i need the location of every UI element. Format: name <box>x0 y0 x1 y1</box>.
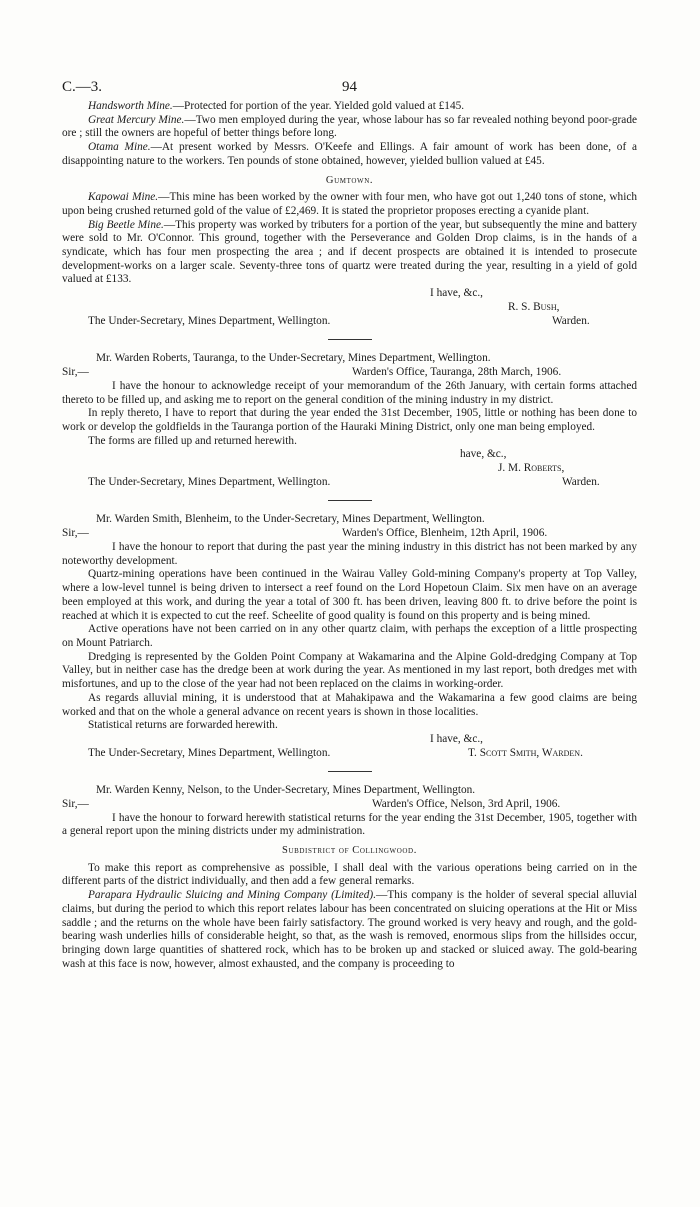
letter-paragraph: Statistical returns are forwarded herewith. <box>88 719 278 732</box>
mine-name: Handsworth Mine. <box>88 100 173 112</box>
report-reference: C.—3. <box>62 79 103 95</box>
mine-name: Big Beetle Mine. <box>88 218 164 231</box>
office-dateline: Warden's Office, Nelson, 3rd April, 1906. <box>372 797 561 810</box>
mine-name: Otama Mine. <box>88 141 151 154</box>
salutation: Sir,— <box>62 527 89 540</box>
paragraph-big-beetle: Big Beetle Mine.—This property was worked by tributers for a portion of the year, but subsequently the mine and battery were sold to Mr. O'Connor. This ground, together with the Perseverance and Golden Drop claims, is in the hands of a syndicate, which has four men prospecting the area ; and if decent prospects are obtained it is intended to prosecute development-works on a larger scale. Seventy-three tons of quartz were treated during the year, resulting in a yield of gold valued at £133. <box>62 218 638 286</box>
letter-address: Mr. Warden Smith, Blenheim, to the Under-Secretary, Mines Department, Wellington. <box>96 513 485 526</box>
signatory-title: Warden. <box>552 315 590 328</box>
divider <box>328 771 372 772</box>
addressee: The Under-Secretary, Mines Department, Wellington. <box>88 315 331 328</box>
office-dateline: Warden's Office, Blenheim, 12th April, 1906. <box>342 527 548 540</box>
paragraph-parapara: Parapara Hydraulic Sluicing and Mining Company (Limited).—This company is the holder of several special alluvial claims, but during the period to which this report relates labour has been concentrated on sluicing operations at the Hit or Miss saddle ; and the returns on the whole have been fairly satisfactory. The ground worked is very heavy and rough, and the gold-bearing wash underlies hills of considerable height, so that, as the wash is removed, enormous slips from the hillsides occur, bringing down large quantities of shattered rock, which has to be broken up and stacked or sluiced away. The gold-bearing wash at this face is now, however, almost exhausted, and the company is proceeding to <box>62 889 637 970</box>
mine-name: Kapowai Mine. <box>88 191 159 204</box>
office-dateline: Warden's Office, Tauranga, 28th March, 1906. <box>352 365 562 378</box>
salutation: Sir,— <box>62 797 89 810</box>
letter-paragraph: Quartz-mining operations have been continued in the Wairau Valley Gold-mining Company's property at Top Valley, where a low-level tunnel is being driven to intersect a reef found on the Lord Hopetoun Claim. Six men have on an average been employed at this work, and during the year a total of 300 ft. has been driven, leaving 800 ft. to drive before the point is reached at which it is expected to cut the reef. Scheelite of good quality is found on this property and is being mined. <box>62 568 637 622</box>
divider <box>328 339 372 340</box>
divider <box>328 500 372 501</box>
letter-address: Mr. Warden Roberts, Tauranga, to the Under-Secretary, Mines Department, Wellington. <box>96 352 491 365</box>
paragraph-otama: Otama Mine.—At present worked by Messrs. O'Keefe and Ellings. A fair amount of work has been done, of a disappointing nature to the workers. Ten pounds of stone obtained, however, yielded bullion valued at £45. <box>62 141 637 167</box>
addressee: The Under-Secretary, Mines Department, Wellington. <box>88 476 331 489</box>
signature-block <box>62 448 637 490</box>
signature-block <box>62 733 637 761</box>
page-number: 94 <box>342 79 357 95</box>
letter-paragraph: I have the honour to report that during the past year the mining industry in this district has not been marked by any noteworthy development. <box>62 541 637 567</box>
signatory-title: Warden. <box>562 476 600 489</box>
letter-paragraph: Active operations have not been carried on in any other quartz claim, with perhaps the exception of a little prospecting on Mount Patriarch. <box>62 623 637 649</box>
signatory-name: R. S. Bush, <box>508 301 560 314</box>
salutation: Sir,— <box>62 365 89 378</box>
company-name: Parapara Hydraulic Sluicing and Mining Company (Limited). <box>88 889 377 902</box>
letter-paragraph: As regards alluvial mining, it is understood that at Mahakipawa and the Wakamarina a few good claims are being worked and that on the whole a general advance on recent years is shown in those localities. <box>62 691 637 718</box>
letter-address: Mr. Warden Kenny, Nelson, to the Under-Secretary, Mines Department, Wellington. <box>96 783 476 796</box>
document-page <box>62 78 637 971</box>
signatory-name: J. M. Roberts, <box>498 462 565 475</box>
addressee: The Under-Secretary, Mines Department, Wellington. <box>88 746 331 759</box>
closing-phrase: I have, &c., <box>430 287 484 300</box>
section-heading-collingwood: Subdistrict of Collingwood. <box>282 845 417 857</box>
letter-paragraph: In reply thereto, I have to report that during the year ended the 31st December, 1905, little or nothing has been done to work or develop the goldfields in the Tauranga portion of the Hauraki Mining District, only one man being employed. <box>62 407 637 433</box>
letter-paragraph: The forms are filled up and returned herewith. <box>88 434 297 447</box>
section-heading-gumtown: Gumtown. <box>325 174 374 186</box>
closing-phrase: I have, &c., <box>430 732 484 745</box>
letter-paragraph: Dredging is represented by the Golden Point Company at Wakamarina and the Alpine Gold-dredging Company at Top Valley, but in neither case has the dredge been at work during the year. As mentioned in my last report, both dredges met with misfortunes, and up to the close of the year had not been replaced on the claims in working-order. <box>62 650 637 691</box>
mine-name: Great Mercury Mine. <box>88 113 185 126</box>
signatory-name: T. Scott Smith, Warden. <box>468 746 583 759</box>
paragraph-great-mercury: Great Mercury Mine.—Two men employed during the year, whose labour has so far revealed nothing beyond poor-grade ore ; still the owners are hopeful of better things before long. <box>62 113 637 140</box>
signature-block <box>62 287 637 329</box>
page-header <box>62 78 637 100</box>
letter-paragraph: I have the honour to acknowledge receipt of your memorandum of the 26th January, with certain forms attached thereto to be filled up, and asking me to report on the general condition of the mining industry in my district. <box>62 379 637 406</box>
paragraph-kapowai: Kapowai Mine.—This mine has been worked by the owner with four men, who have got out 1,240 tons of stone, which upon being crushed returned gold of the value of £2,469. It is stated the proprietor proposes erecting a cyanide plant. <box>62 191 637 217</box>
paragraph-handsworth: Handsworth Mine.—Protected for portion of the year. Yielded gold valued at £145. <box>88 100 465 112</box>
closing-phrase: have, &c., <box>460 448 507 461</box>
letter-paragraph: To make this report as comprehensive as possible, I shall deal with the various operations being carried on in the different parts of the district individually, and then add a few general remarks. <box>62 861 637 888</box>
letter-paragraph: I have the honour to forward herewith statistical returns for the year ending the 31st December, 1905, together with a general report upon the mining districts under my administration. <box>62 811 637 838</box>
